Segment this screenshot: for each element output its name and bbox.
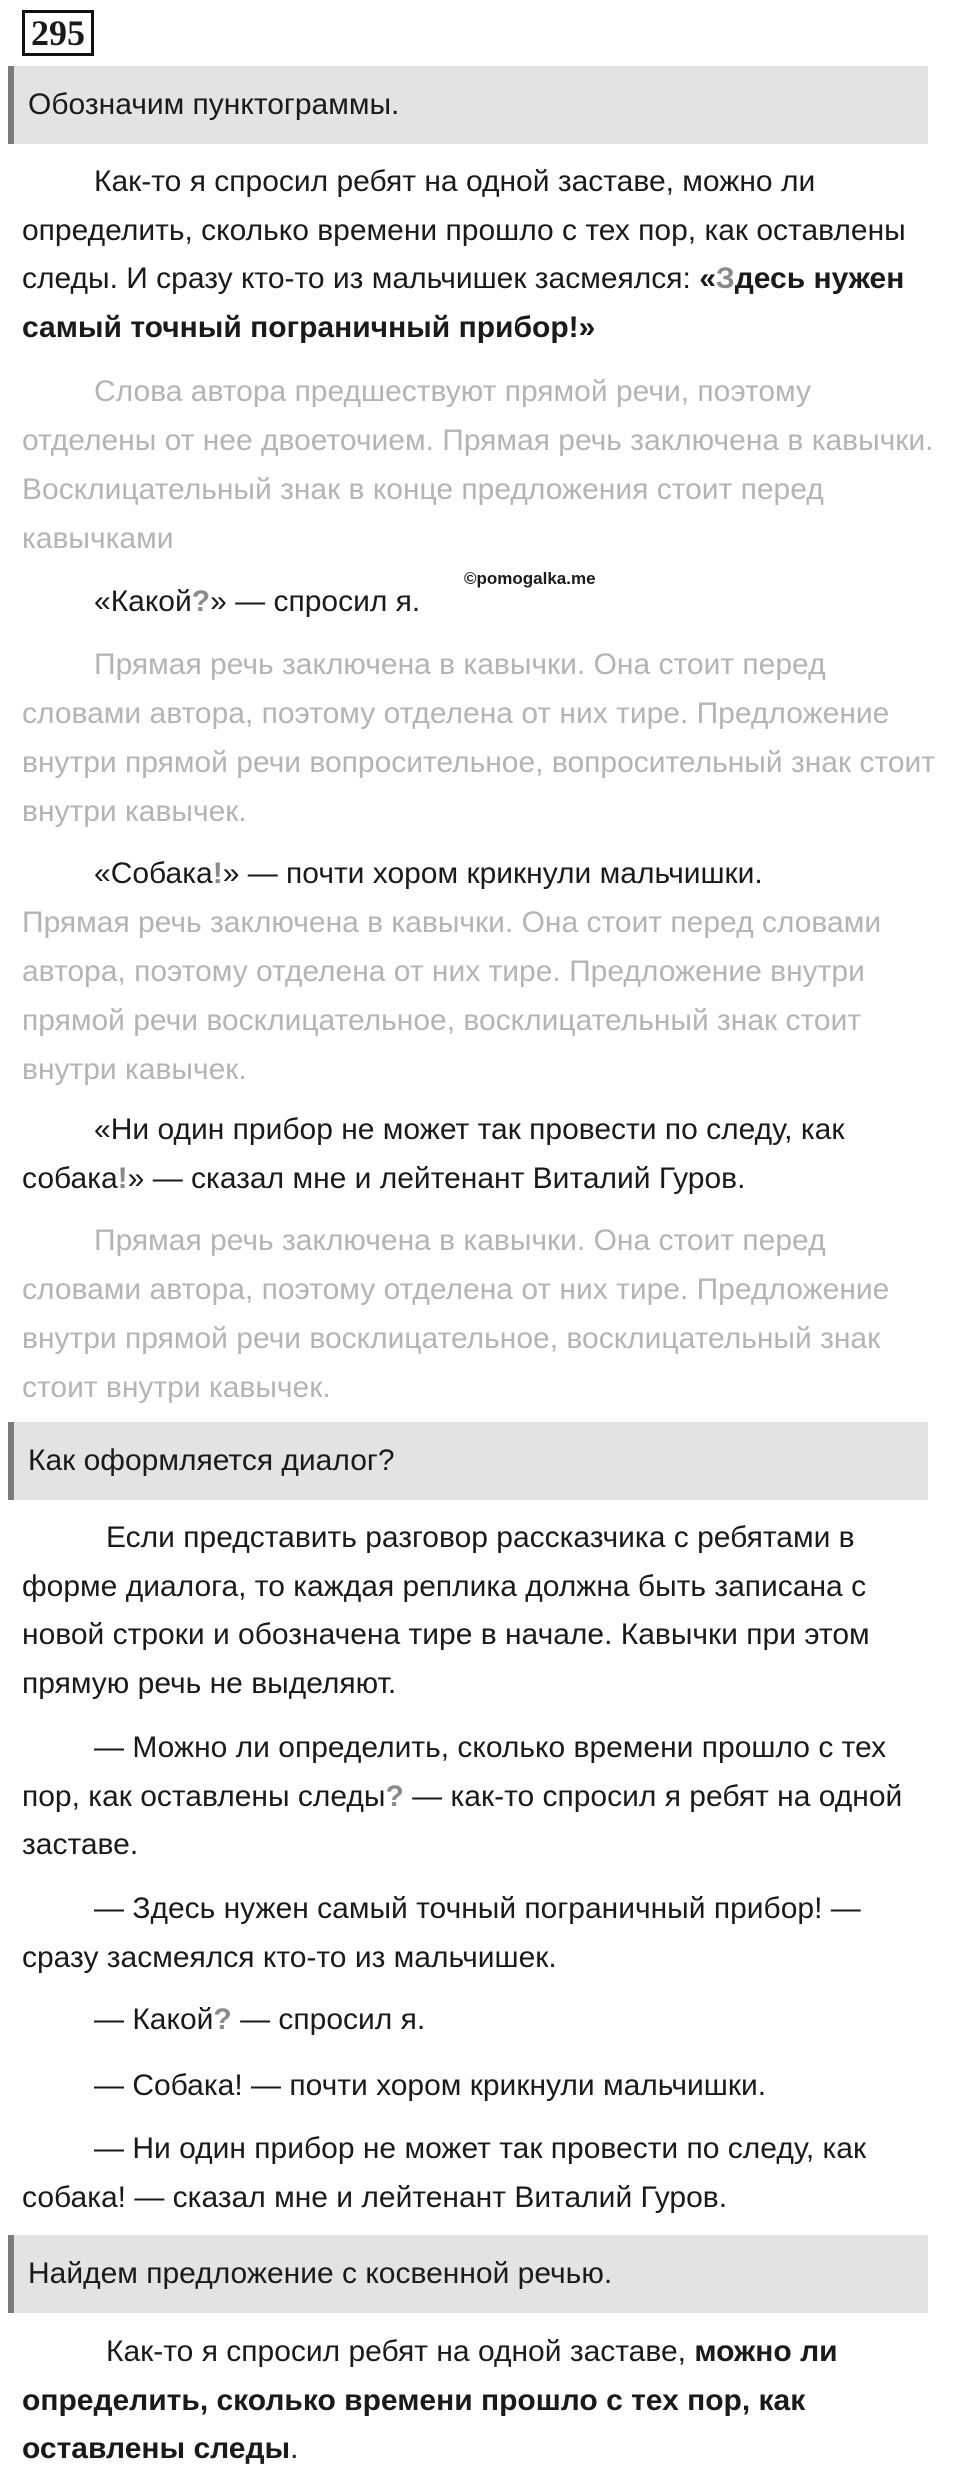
- sentence-3: «Собака!» — почти хором крикнули мальчишки.: [94, 857, 763, 890]
- sentence-4: «Ни один прибор не может так провести по следу, как собака!» — сказал мне и лейтенант Виталий Гуров.: [22, 1113, 845, 1195]
- section-header-punctuation: Обозначим пунктограммы.: [8, 66, 928, 144]
- section-header-indirect-speech: Найдем предложение с косвенной речью.: [8, 2235, 928, 2313]
- dialogue-line-4: — Собака! — почти хором крикнули мальчишки.: [94, 2069, 767, 2102]
- explanation-3: Прямая речь заключена в кавычки. Она стоит перед словами автора, поэтому отделена от них тире. Предложение внутри прямой речи восклицательное, восклицательный знак стоит внутри кавычек.: [22, 906, 882, 1086]
- sentence-2: «Какой?» — спросил я.: [94, 585, 421, 618]
- dialogue-line-3: — Какой? — спросил я.: [94, 2003, 426, 2036]
- task-number: 295: [22, 10, 94, 56]
- section-header-dialogue: Как оформляется диалог?: [8, 1422, 928, 1500]
- watermark-text: ©pomogalka.me: [464, 569, 596, 588]
- dialogue-explanation: Если представить разговор рассказчика с ребятами в форме диалога, то каждая реплика должна быть записана с новой строки и обозначена тире в начале. Кавычки при этом прямую речь не выделяют.: [22, 1521, 870, 1700]
- explanation-1: Слова автора предшествуют прямой речи, поэтому отделены от нее двоеточием. Прямая речь заключена в кавычки. Восклицательный знак в конце предложения стоит перед кавычками: [22, 375, 934, 555]
- indirect-speech-sentence: Как-то я спросил ребят на одной заставе, можно ли определить, сколько времени прошло с тех пор, как оставлены следы.: [22, 2335, 838, 2465]
- dialogue-line-5: — Ни один прибор не может так провести по следу, как собака! — сказал мне и лейтенант Виталий Гуров.: [22, 2132, 867, 2214]
- dialogue-line-1: — Можно ли определить, сколько времени прошло с тех пор, как оставлены следы? — как-то спросил я ребят на одной заставе.: [22, 1731, 903, 1861]
- explanation-4: Прямая речь заключена в кавычки. Она стоит перед словами автора, поэтому отделена от них тире. Предложение внутри прямой речи восклицательное, восклицательный знак стоит внутри кавычек.: [22, 1224, 890, 1404]
- dialogue-line-2: — Здесь нужен самый точный пограничный прибор! — сразу засмеялся кто-то из мальчишек.: [22, 1892, 861, 1974]
- sentence-1: Как-то я спросил ребят на одной заставе, можно ли определить, сколько времени прошло с тех пор, как оставлены следы. И сразу кто-то из мальчишек засмеялся: «Здесь нужен самый точный пограничный прибор!»: [22, 165, 906, 344]
- explanation-2: Прямая речь заключена в кавычки. Она стоит перед словами автора, поэтому отделена от них тире. Предложение внутри прямой речи вопросительное, вопросительный знак стоит внутри кавычек.: [22, 648, 936, 828]
